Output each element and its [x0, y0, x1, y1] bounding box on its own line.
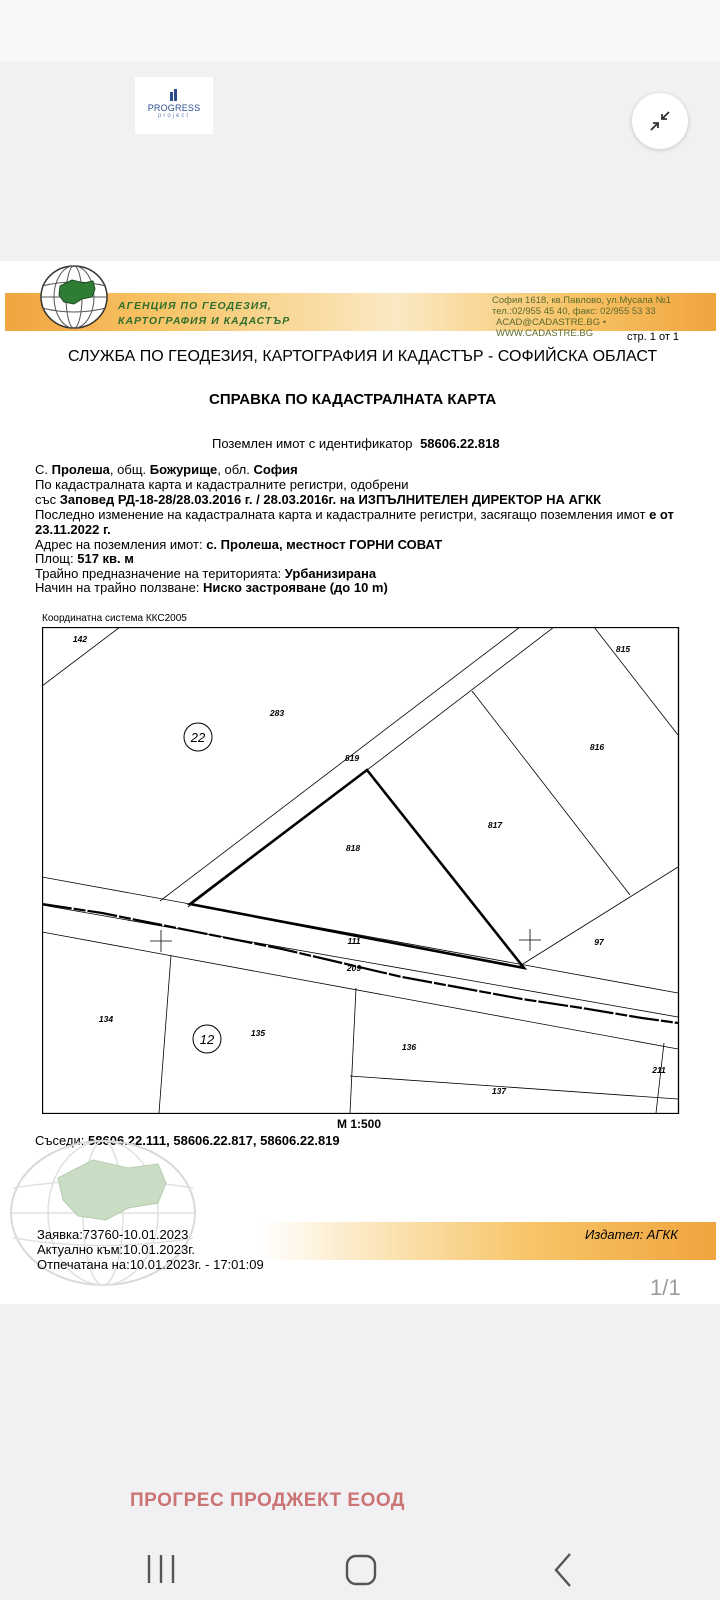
document-page — [0, 261, 720, 1304]
parcel-label: 816 — [589, 742, 605, 752]
progress-project-logo — [135, 77, 213, 134]
parcel-label: 136 — [401, 1042, 417, 1052]
collapse-view-button[interactable] — [632, 93, 688, 149]
parcel-label: 815 — [615, 644, 631, 654]
approved-line: По кадастралната карта и кадастралните регистри, одобрени — [35, 477, 409, 492]
viewer-background — [0, 61, 720, 261]
logo-mark-icon — [170, 89, 179, 101]
usage-line: Начин на трайно ползване: Ниско застрояване (до 10 m) — [35, 580, 388, 595]
agency-globe-icon — [38, 264, 110, 330]
company-name: ПРОГРЕС ПРОДЖЕКТ ЕООД — [130, 1490, 405, 1511]
logo-subtitle: project — [157, 113, 190, 119]
parcel-label: 142 — [72, 634, 88, 644]
order-line: със Заповед РД-18-28/28.03.2016 г. / 28.03.2016г. на ИЗПЪЛНИТЕЛЕН ДИРЕКТОР НА АГКК — [35, 492, 602, 507]
parcel-label: 283 — [269, 708, 285, 718]
location-line: С. Пролеша, общ. Божурище, обл. София — [35, 462, 298, 477]
parcel-label: 209 — [346, 963, 362, 973]
parcel-label: 97 — [594, 937, 604, 947]
quarter-number: 12 — [199, 1032, 215, 1047]
parcel-label: 111 — [347, 936, 361, 946]
collapse-icon — [648, 109, 672, 133]
address-line: Адрес на поземления имот: с. Пролеша, местност ГОРНИ СОВАТ — [35, 537, 443, 552]
logo-name: PROGRESS — [147, 103, 201, 113]
parcel-label: 134 — [98, 1014, 114, 1024]
parcel-label: 211 — [652, 1065, 666, 1075]
neighbors-line: Съседи: 58606.22.111, 58606.22.817, 58606.22.819 — [35, 1133, 340, 1148]
publisher: Издател: АГКК — [585, 1227, 678, 1242]
printed-date: Отпечатана на:10.01.2023г. - 17:01:09 — [37, 1257, 264, 1272]
recent-apps-button[interactable] — [145, 1553, 177, 1585]
parcel-label: 819 — [344, 753, 360, 763]
identifier-value: 58606.22.818 — [420, 436, 500, 451]
coordinate-system: Координатна система ККС2005 — [42, 613, 187, 624]
agency-name: АГЕНЦИЯ ПО ГЕОДЕЗИЯ, КАРТОГРАФИЯ И КАДАСТЪР — [118, 300, 291, 327]
back-button[interactable] — [552, 1552, 574, 1588]
home-button[interactable] — [344, 1553, 378, 1587]
parcel-label: 818 — [345, 843, 361, 853]
parcel-label: 135 — [250, 1028, 266, 1038]
status-bar-area — [0, 0, 720, 61]
office-title: СЛУЖБА ПО ГЕОДЕЗИЯ, КАРТОГРАФИЯ И КАДАСТЪР - СОФИЙСКА ОБЛАСТ — [68, 348, 658, 365]
document-title: СПРАВКА ПО КАДАСТРАЛНАТА КАРТА — [209, 391, 497, 408]
identifier-line: Поземлен имот с идентификатор 58606.22.818 — [212, 436, 500, 451]
map-border — [43, 628, 679, 1114]
map-scale: М 1:500 — [337, 1117, 382, 1131]
navigation-bar — [0, 1530, 720, 1600]
agency-contact: София 1618, кв.Павлово, ул.Мусала №1 тел.:02/955 45 40, факс: 02/955 53 33 ACAD@CADASTRE.BG • WWW.CADASTRE.BG — [492, 295, 672, 339]
page-indicator: 1/1 — [650, 1275, 681, 1300]
last-change-date: 23.11.2022 г. — [35, 522, 111, 537]
quarter-number: 22 — [190, 730, 206, 745]
parcel-label: 817 — [487, 820, 503, 830]
purpose-line: Трайно предназначение на територията: Урбанизирана — [35, 566, 377, 581]
cadastral-map — [42, 627, 682, 1114]
last-change-line: Последно изменение на кадастралната карта и кадастралните регистри, засягащо поземления имот е от — [35, 507, 674, 522]
page-number: стр. 1 от 1 — [627, 331, 680, 343]
actual-date: Актуално към:10.01.2023г. — [37, 1242, 195, 1257]
request-number: Заявка:73760-10.01.2023 — [37, 1227, 189, 1242]
area-line: Площ: 517 кв. м — [35, 551, 134, 566]
parcel-label: 137 — [491, 1086, 507, 1096]
